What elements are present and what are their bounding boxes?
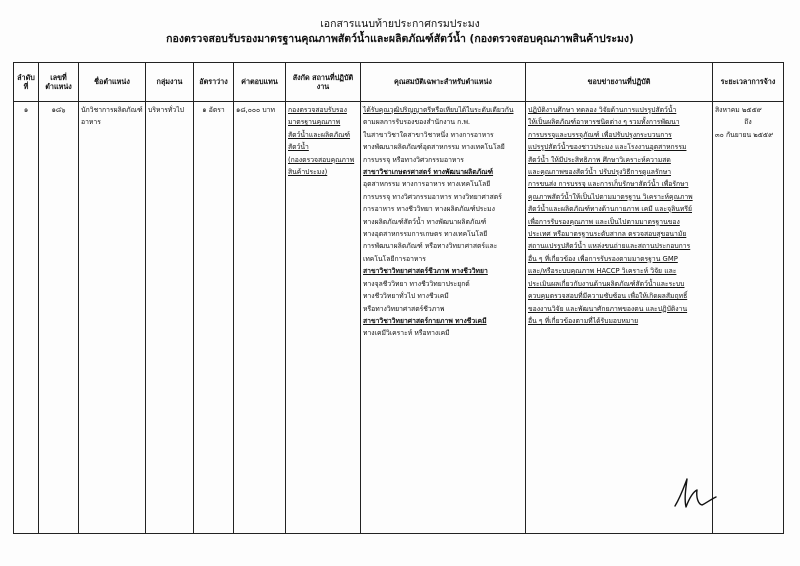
column-header-period: ระยะเวลาการจ้าง [713, 63, 784, 102]
qualification-line: อุตสาหกรรม ทางการอาหาร ทางเทคโนโลยี [363, 180, 491, 189]
qualification-line: ทางเคมีวิเคราะห์ หรือทางเคมี [363, 329, 450, 338]
column-header-title: ชื่อตำแหน่ง [79, 63, 146, 102]
unit-line: สัตว์น้ำและผลิตภัณฑ์ [288, 130, 351, 139]
document-title: เอกสารแนบท้ายประกาศกรมประมง [320, 18, 480, 30]
unit-line: กองตรวจสอบรับรอง [288, 106, 347, 114]
title-line: นักวิชาการผลิตภัณฑ์ [81, 106, 143, 114]
duty-line: การขนส่ง การบรรจุ และการเก็บรักษาสัตว์น้ำ เพื่อรักษา [528, 180, 689, 189]
unit-line: สินค้าประมง) [288, 168, 328, 177]
handwritten-signature-icon [672, 476, 718, 512]
period-end: ๓๐ กันยายน ๒๕๕๙ [715, 130, 774, 139]
column-header-qualifications: คุณสมบัติเฉพาะสำหรับตำแหน่ง [361, 63, 526, 102]
column-header-group: กลุ่มงาน [146, 63, 194, 102]
duty-line: คุณภาพสัตว์น้ำให้เป็นไปตามมาตรฐาน วิเคราะห์คุณภาพ [528, 192, 693, 201]
cell-unit [286, 102, 361, 534]
duty-line: ควบคุมตรวจสอบที่มีความซับซ้อน เพื่อให้เกิดผลสัมฤทธิ์ [528, 292, 688, 301]
cell-position-no: ๑๘๖ [39, 102, 79, 534]
column-header-no: ลำดับ ที่ [14, 63, 39, 102]
qualification-line: ทางพัฒนาผลิตภัณฑ์อุตสาหกรรม ทางเทคโนโลยี [363, 143, 505, 152]
period-to: ถึง [744, 118, 752, 127]
qualification-line: ทางอุตสาหกรรมการเกษตร ทางเทคโนโลยี [363, 230, 488, 239]
cell-vacancy: ๑ อัตรา [194, 102, 234, 534]
column-header-position-no: เลขที่ ตำแหน่ง [39, 63, 79, 102]
duty-line: และคุณภาพของสัตว์น้ำ ปรับปรุงวิธีการดูแลรักษา [528, 168, 672, 177]
qualification-line: ในสาขาวิชาใดสาขาวิชาหนึ่ง ทางการอาหาร [363, 130, 494, 139]
qualification-line: การบรรจุ หรือทางวิศวกรรมอาหาร [363, 155, 464, 164]
qualification-line: เทคโนโลยีการอาหาร [363, 254, 426, 263]
duty-line: ประเมินผลเกี่ยวกับงานด้านผลิตภัณฑ์สัตว์น้ำและระบบ [528, 279, 685, 288]
cell-salary: ๑๘,๐๐๐ บาท [234, 102, 286, 534]
column-header-duties: ขอบข่ายงานที่ปฏิบัติ [526, 63, 713, 102]
duty-line: การบรรจุและบรรจุภัณฑ์ เพื่อปรับปรุงกระบวนการ [528, 130, 672, 139]
qualification-line: ทางชีววิทยาทั่วไป ทางชีวเคมี [363, 292, 449, 301]
qualification-line: สาขาวิชาวิทยาศาสตร์กายภาพ ทางชีวเคมี [363, 316, 487, 325]
duty-line: แปรรูปสัตว์น้ำของชาวประมง และโรงงานอุตสาหกรรม [528, 143, 687, 152]
unit-line: มาตรฐานคุณภาพ [288, 118, 341, 127]
column-header-salary: ค่าตอบแทน [234, 63, 286, 102]
qualification-line: การบรรจุ ทางวิศวกรรมอาหาร ทางวิทยาศาสตร์ [363, 192, 502, 201]
duty-line: อื่น ๆ ที่เกี่ยวข้องตามที่ได้รับมอบหมาย [528, 316, 639, 325]
duty-lines [528, 104, 710, 327]
duty-line: สถานแปรรูปสัตว์น้ำ แหล่งขนถ่ายและสถานประกอบการ [528, 242, 691, 251]
duty-line: เพื่อการรับรองคุณภาพ และเป็นไปตามมาตรฐานของ [528, 217, 680, 226]
qualification-line: ทางจุลชีววิทยา ทางชีววิทยาประยุกต์ [363, 279, 470, 288]
cell-no: ๑ [14, 102, 39, 534]
duty-line: สัตว์น้ำและผลิตภัณฑ์ทางด้านกายภาพ เคมี และจุลินทรีย์ [528, 205, 692, 214]
duty-line: ให้เป็นผลิตภัณฑ์อาหารชนิดต่าง ๆ รวมทั้งการพัฒนา [528, 118, 680, 127]
qualification-line: ทางผลิตภัณฑ์สัตว์น้ำ ทางพัฒนาผลิตภัณฑ์ [363, 217, 487, 226]
cell-title [79, 102, 146, 534]
qualification-line: การอาหาร ทางชีววิทยา ทางผลิตภัณฑ์ประมง [363, 205, 495, 214]
duty-line: และ/หรือระบบคุณภาพ HACCP วิเคราะห์ วิจัย และ [528, 267, 677, 276]
period-start: สิงหาคม ๒๕๕๙ [715, 106, 762, 114]
cell-group: บริหารทั่วไป [146, 102, 194, 534]
unit-line: (กองตรวจสอบคุณภาพ [288, 155, 355, 164]
cell-qualifications [361, 102, 526, 534]
unit-line: สัตว์น้ำ [288, 143, 309, 152]
qualification-line: สาขาวิชาวิทยาศาสตร์ชีวภาพ ทางชีววิทยา [363, 267, 488, 276]
position-table [13, 62, 784, 534]
table-header-row [14, 63, 784, 102]
cell-duties [526, 102, 713, 534]
cell-period [713, 102, 784, 534]
document-subtitle: กองตรวจสอบรับรองมาตรฐานคุณภาพสัตว์น้ำและผลิตภัณฑ์สัตว์น้ำ (กองตรวจสอบคุณภาพสินค้าประมง) [166, 33, 634, 45]
title-line: อาหาร [81, 118, 101, 127]
duty-line: ของงานวิจัย และพัฒนาศักยภาพของตน และปฏิบัติงาน [528, 304, 688, 313]
qualification-line: สาขาวิชาเกษตรศาสตร์ ทางพัฒนาผลิตภัณฑ์ [363, 168, 494, 177]
qualification-lines [363, 104, 523, 340]
qualification-line: หรือทางวิทยาศาสตร์ชีวภาพ [363, 304, 445, 313]
duty-line: ปฏิบัติงานศึกษา ทดลอง วิจัยด้านการแปรรูปสัตว์น้ำ [528, 106, 677, 114]
column-header-vacancy: อัตราว่าง [194, 63, 234, 102]
qualification-line: ตามผลการรับรองของสำนักงาน ก.พ. [363, 118, 471, 127]
duty-line: ประเทศ หรือมาตรฐานระดับสากล ตรวจสอบสุขอนามัย [528, 230, 687, 239]
duty-line: อื่น ๆ ที่เกี่ยวข้อง เพื่อการรับรองตามมาตรฐาน GMP [528, 254, 678, 263]
duty-line: สัตว์น้ำ ให้มีประสิทธิภาพ ศึกษาวิเคราะห์ความสด [528, 155, 671, 164]
column-header-unit: สังกัด สถานที่ปฏิบัติงาน [286, 63, 361, 102]
qualification-line: ได้รับคุณวุฒิปริญญาตรีหรือเทียบได้ในระดับเดียวกัน [363, 106, 514, 114]
table-row [14, 102, 784, 534]
qualification-line: การพัฒนาผลิตภัณฑ์ หรือทางวิทยาศาสตร์และ [363, 242, 498, 251]
